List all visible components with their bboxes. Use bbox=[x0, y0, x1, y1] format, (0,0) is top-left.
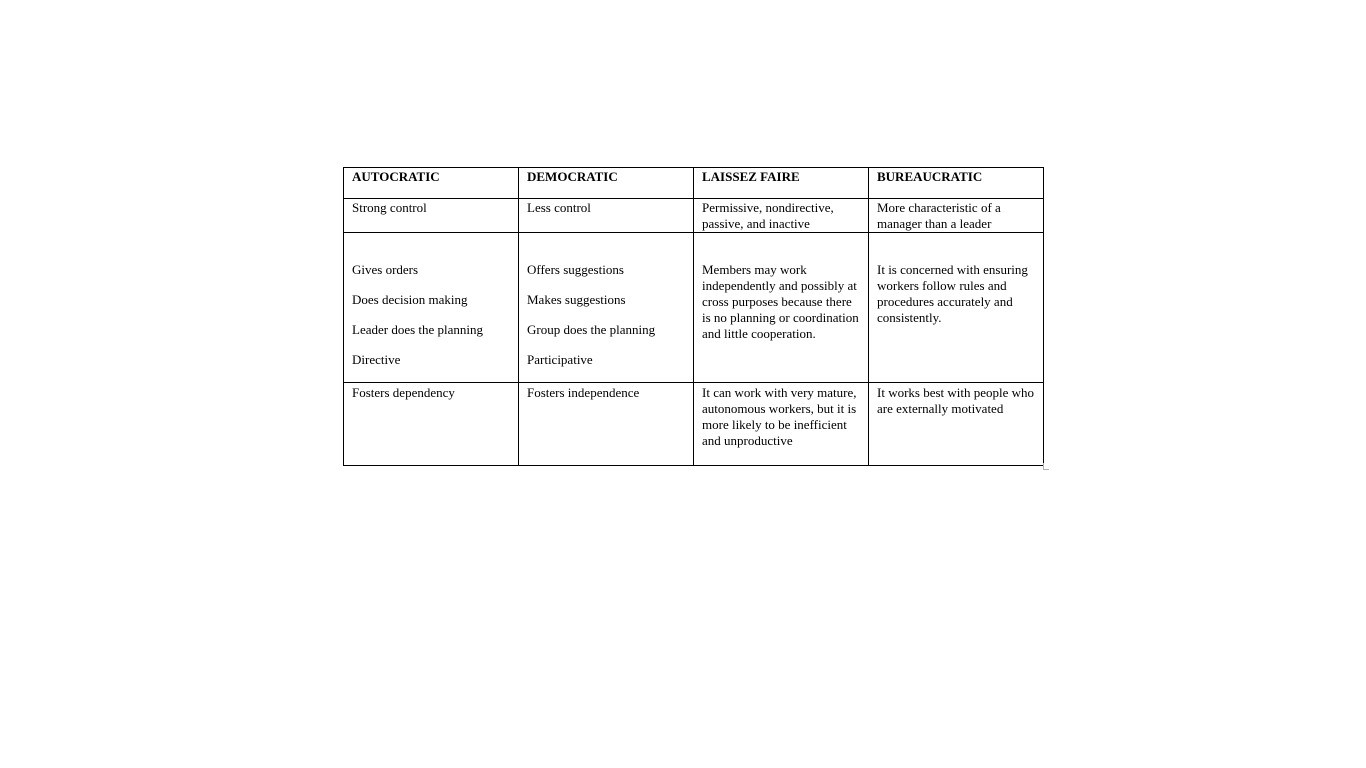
table-row bbox=[344, 199, 1044, 233]
table-resize-handle[interactable] bbox=[1043, 463, 1049, 470]
cell-bureaucratic-control: More characteristic of a manager than a leader bbox=[869, 199, 1044, 233]
list-item: Offers suggestions bbox=[527, 262, 624, 277]
list-item: Group does the planning bbox=[527, 322, 656, 337]
list-item: Makes suggestions bbox=[527, 292, 626, 307]
header-row bbox=[344, 168, 1044, 199]
cell-bureaucratic-outcome: It works best with people who are externally motivated bbox=[869, 383, 1044, 466]
header-autocratic: AUTOCRATIC bbox=[344, 168, 519, 199]
cell-democratic-outcome: Fosters independence bbox=[519, 383, 694, 466]
cell-laissez-faire-outcome: It can work with very mature, autonomous workers, but it is more likely to be inefficient and unproductive bbox=[694, 383, 869, 466]
cell-text: It is concerned with ensuring workers follow rules and procedures accurately and consistently. bbox=[877, 262, 1028, 325]
list-item: Does decision making bbox=[352, 292, 468, 307]
list-item: Directive bbox=[352, 352, 401, 367]
cell-laissez-faire-control: Permissive, nondirective, passive, and inactive bbox=[694, 199, 869, 233]
cell-bureaucratic-behaviour bbox=[869, 233, 1044, 383]
table-row bbox=[344, 233, 1044, 383]
cell-democratic-behaviour bbox=[519, 233, 694, 383]
header-bureaucratic: BUREAUCRATIC bbox=[869, 168, 1044, 199]
cell-autocratic-outcome: Fosters dependency bbox=[344, 383, 519, 466]
cell-autocratic-behaviour bbox=[344, 233, 519, 383]
cell-autocratic-control: Strong control bbox=[344, 199, 519, 233]
header-laissez-faire: LAISSEZ FAIRE bbox=[694, 168, 869, 199]
table-row bbox=[344, 383, 1044, 466]
cell-laissez-faire-behaviour bbox=[694, 233, 869, 383]
list-item: Leader does the planning bbox=[352, 322, 484, 337]
list-item: Participative bbox=[527, 352, 593, 367]
list-item: Gives orders bbox=[352, 262, 419, 277]
header-democratic: DEMOCRATIC bbox=[519, 168, 694, 199]
cell-democratic-control: Less control bbox=[519, 199, 694, 233]
leadership-styles-table bbox=[343, 167, 1044, 466]
cell-text: Members may work independently and possibly at cross purposes because there is no planning or coordination and little cooperation. bbox=[702, 262, 859, 341]
